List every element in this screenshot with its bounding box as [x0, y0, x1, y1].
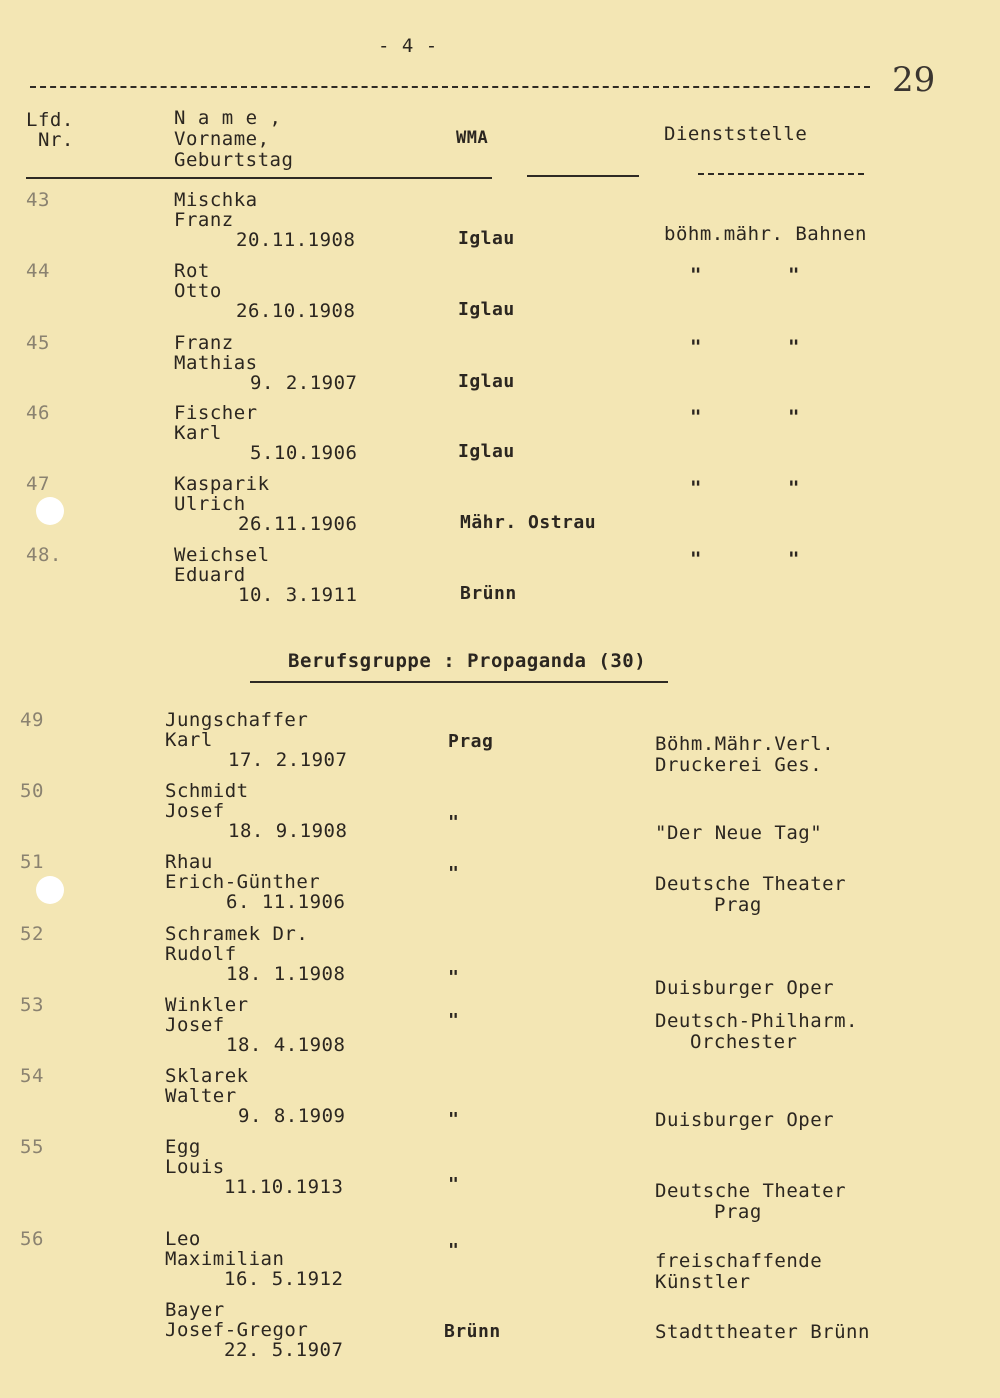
- entry-number: 49: [20, 709, 44, 731]
- section-rule: [250, 681, 668, 683]
- entry-dienststelle-line1: Stadttheater Brünn: [655, 1321, 870, 1343]
- entry-number: 48.: [26, 544, 62, 566]
- punch-hole-bottom: [36, 876, 64, 904]
- entry-dienststelle-line1: Duisburger Oper: [655, 1109, 835, 1131]
- entry-wma: ": [448, 812, 460, 833]
- entry-surname: Kasparik: [174, 473, 270, 495]
- entry-birthdate: 6. 11.1906: [226, 891, 346, 913]
- entry-surname: Bayer: [165, 1299, 225, 1321]
- entry-firstname: Eduard: [174, 564, 246, 586]
- entry-number: 52: [20, 923, 44, 945]
- entry-firstname: Maximilian: [165, 1248, 285, 1270]
- entry-ditto-1: ": [690, 264, 702, 286]
- entry-firstname: Mathias: [174, 352, 258, 374]
- entry-surname: Fischer: [174, 402, 258, 424]
- entry-surname: Schmidt: [165, 780, 249, 802]
- entry-firstname: Ulrich: [174, 493, 246, 515]
- entry-dienststelle-line2: Prag: [714, 894, 762, 916]
- entry-surname: Sklarek: [165, 1065, 249, 1087]
- entry-number: 54: [20, 1065, 44, 1087]
- entry-birthdate: 26.10.1908: [236, 300, 356, 322]
- section-title: Berufsgruppe : Propaganda (30): [288, 650, 647, 672]
- entry-dienststelle-line1: Deutsch-Philharm.: [655, 1010, 858, 1032]
- entry-number: 44: [26, 260, 50, 282]
- entry-surname: Weichsel: [174, 544, 270, 566]
- entry-number: 56: [20, 1228, 44, 1250]
- entry-dienststelle-line2: Druckerei Ges.: [655, 754, 823, 776]
- entry-ditto-1: ": [690, 477, 702, 499]
- entry-ditto-1: ": [690, 548, 702, 570]
- entry-dienststelle-line1: Duisburger Oper: [655, 977, 835, 999]
- entry-ditto-2: ": [788, 477, 800, 499]
- entry-surname: Franz: [174, 332, 234, 354]
- entry-number: 43: [26, 189, 50, 211]
- entry-ditto-2: ": [788, 406, 800, 428]
- entry-wma: ": [448, 1109, 460, 1130]
- entry-birthdate: 18. 4.1908: [226, 1034, 346, 1056]
- entry-surname: Rot: [174, 260, 210, 282]
- entry-wma: ": [448, 863, 460, 884]
- entry-dienststelle-line1: "Der Neue Tag": [655, 822, 823, 844]
- entry-firstname: Otto: [174, 280, 222, 302]
- entry-firstname: Josef: [165, 1014, 225, 1036]
- entry-surname: Rhau: [165, 851, 213, 873]
- entry-birthdate: 5.10.1906: [250, 442, 358, 464]
- header-dienststelle: Dienststelle: [664, 123, 808, 145]
- entry-firstname: Erich-Günther: [165, 871, 321, 893]
- entry-dienststelle-line1: Deutsche Theater: [655, 873, 847, 895]
- entry-birthdate: 22. 5.1907: [224, 1339, 344, 1361]
- top-rule: [30, 86, 870, 88]
- entry-dienststelle: böhm.mähr. Bahnen: [664, 223, 867, 245]
- entry-number: 46: [26, 402, 50, 424]
- entry-ditto-2: ": [788, 336, 800, 358]
- entry-ditto-2: ": [788, 548, 800, 570]
- entry-birthdate: 17. 2.1907: [228, 749, 348, 771]
- entry-wma: Iglau: [458, 441, 515, 462]
- header-name-1: N a m e ,: [174, 107, 282, 129]
- entry-surname: Mischka: [174, 189, 258, 211]
- entry-wma: Iglau: [458, 228, 515, 249]
- entry-number: 45: [26, 332, 50, 354]
- punch-hole-top: [36, 497, 64, 525]
- entry-dienststelle-line1: freischaffende: [655, 1250, 823, 1272]
- entry-firstname: Karl: [174, 422, 222, 444]
- entry-dienststelle-line2: Künstler: [655, 1271, 751, 1293]
- entry-wma: ": [448, 1240, 460, 1261]
- entry-wma: Brünn: [460, 583, 517, 604]
- entry-birthdate: 18. 1.1908: [226, 963, 346, 985]
- entry-ditto-2: ": [788, 264, 800, 286]
- entry-wma: Iglau: [458, 371, 515, 392]
- entry-birthdate: 18. 9.1908: [228, 820, 348, 842]
- entry-ditto-1: ": [690, 406, 702, 428]
- entry-firstname: Karl: [165, 729, 213, 751]
- entry-birthdate: 10. 3.1911: [238, 584, 358, 606]
- entry-number: 47: [26, 473, 50, 495]
- entry-firstname: Josef-Gregor: [165, 1319, 309, 1341]
- entry-surname: Egg: [165, 1136, 201, 1158]
- entry-birthdate: 9. 8.1909: [238, 1105, 346, 1127]
- entry-wma: Iglau: [458, 299, 515, 320]
- entry-birthdate: 11.10.1913: [224, 1176, 344, 1198]
- entry-dienststelle-line1: Deutsche Theater: [655, 1180, 847, 1202]
- entry-birthdate: 9. 2.1907: [250, 372, 358, 394]
- entry-wma: ": [448, 967, 460, 988]
- entry-wma: Mähr. Ostrau: [460, 512, 597, 533]
- entry-wma: Brünn: [444, 1321, 501, 1342]
- entry-firstname: Rudolf: [165, 943, 237, 965]
- header-nr-1: Lfd.: [26, 109, 74, 131]
- header-name-2: Vorname,: [174, 128, 270, 150]
- entry-dienststelle-line2: Orchester: [690, 1031, 798, 1053]
- header-name-3: Geburtstag: [174, 149, 294, 171]
- entry-number: 51: [20, 851, 44, 873]
- entry-surname: Jungschaffer: [165, 709, 309, 731]
- header-rule-1: [26, 177, 492, 179]
- entry-birthdate: 20.11.1908: [236, 229, 356, 251]
- entry-wma: Prag: [448, 731, 494, 752]
- entry-firstname: Franz: [174, 209, 234, 231]
- header-rule-2: [527, 175, 639, 177]
- entry-firstname: Louis: [165, 1156, 225, 1178]
- entry-ditto-1: ": [690, 336, 702, 358]
- entry-surname: Leo: [165, 1228, 201, 1250]
- entry-birthdate: 16. 5.1912: [224, 1268, 344, 1290]
- entry-dienststelle-line1: Böhm.Mähr.Verl.: [655, 733, 835, 755]
- entry-number: 53: [20, 994, 44, 1016]
- page-marker: - 4 -: [378, 35, 438, 57]
- stamp-number: 29: [892, 60, 936, 100]
- entry-birthdate: 26.11.1906: [238, 513, 358, 535]
- entry-surname: Schramek Dr.: [165, 923, 309, 945]
- entry-firstname: Walter: [165, 1085, 237, 1107]
- entry-firstname: Josef: [165, 800, 225, 822]
- entry-wma: ": [448, 1010, 460, 1031]
- entry-number: 50: [20, 780, 44, 802]
- entry-surname: Winkler: [165, 994, 249, 1016]
- header-nr-2: Nr.: [38, 129, 74, 151]
- entry-wma: ": [448, 1174, 460, 1195]
- entry-number: 55: [20, 1136, 44, 1158]
- entry-dienststelle-line2: Prag: [714, 1201, 762, 1223]
- header-rule-3: [698, 173, 864, 175]
- header-wma: WMA: [456, 128, 489, 148]
